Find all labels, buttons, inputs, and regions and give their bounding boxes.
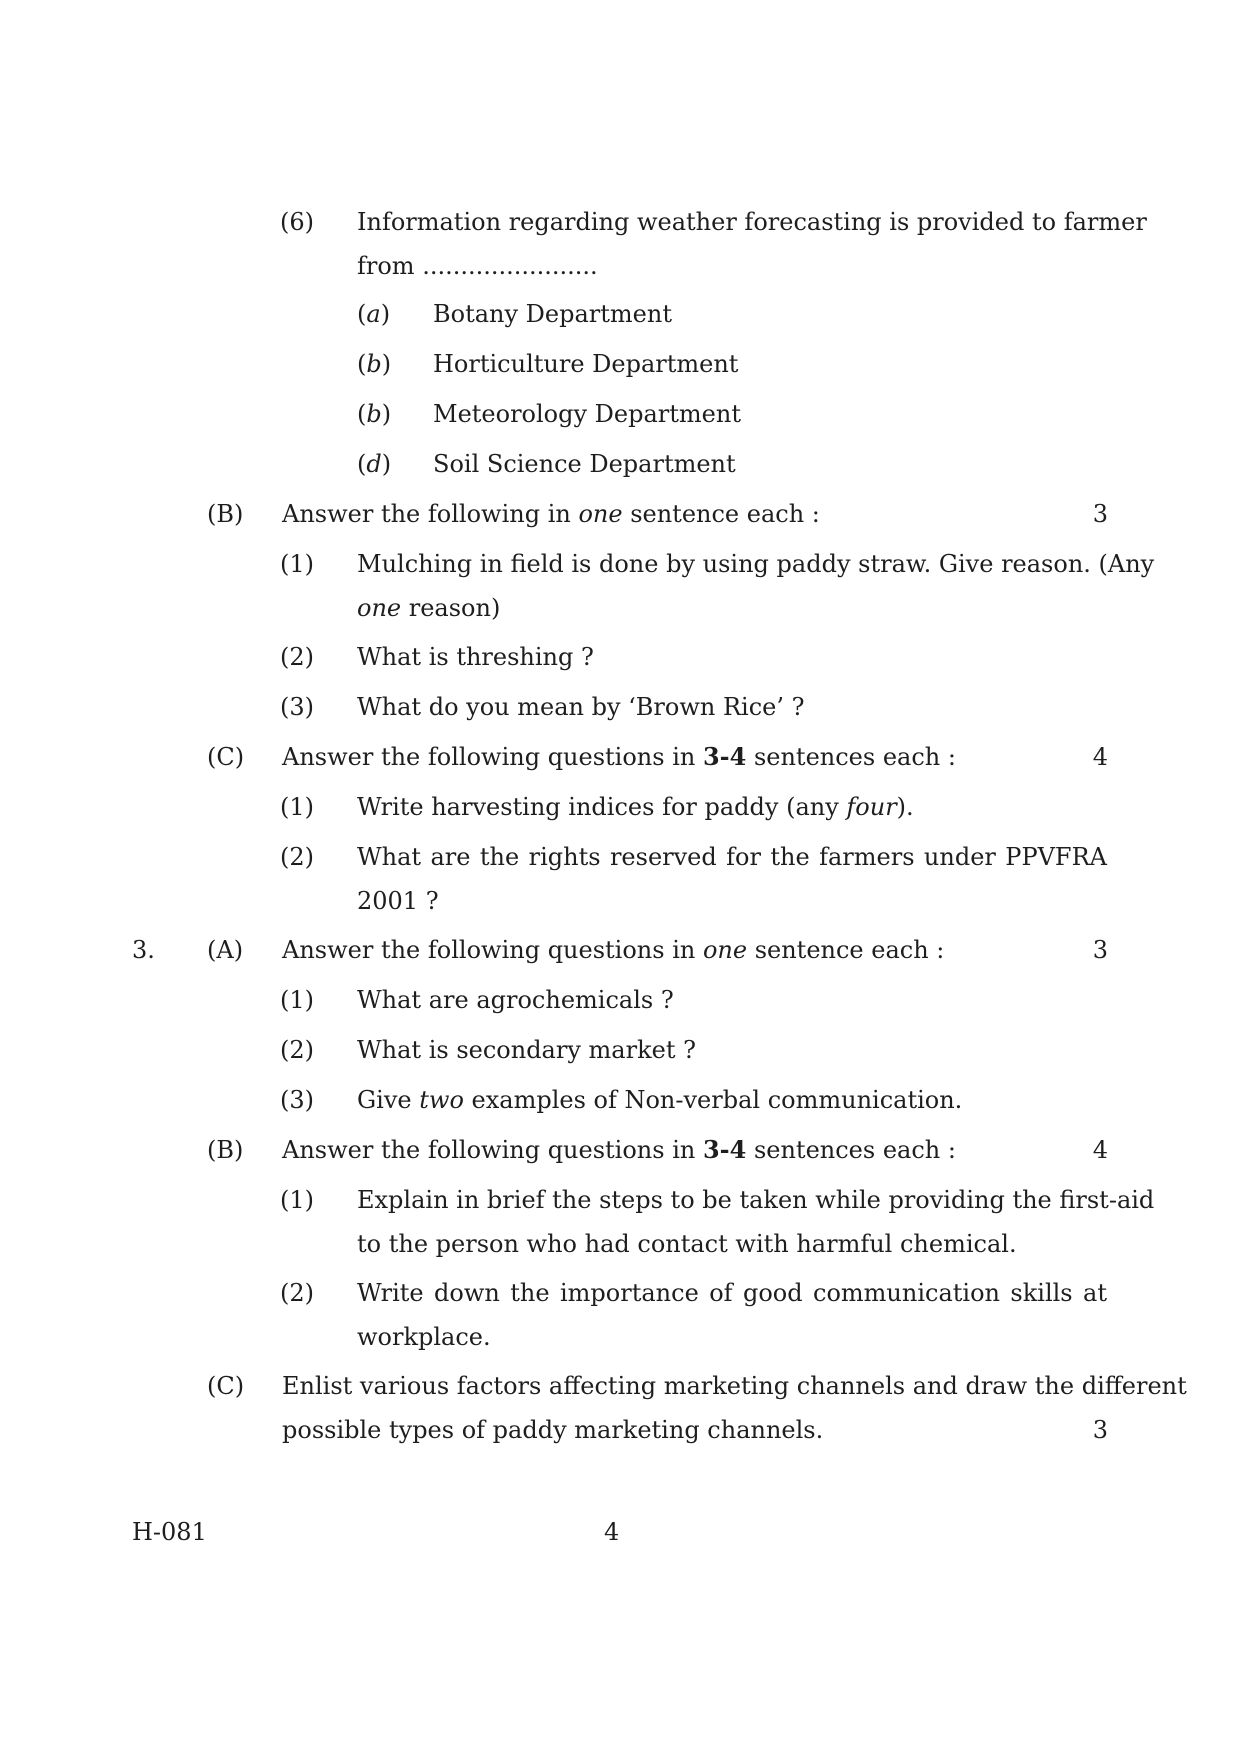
option-text: Horticulture Department xyxy=(433,350,739,378)
item-number: (1) xyxy=(280,550,314,578)
item-number: (3) xyxy=(280,1086,314,1114)
marks: 4 xyxy=(1092,743,1108,771)
item-number: (2) xyxy=(280,843,314,871)
section-instruction: Answer the following questions in 3-4 sentences each : xyxy=(282,1135,956,1164)
marks: 4 xyxy=(1092,1136,1108,1164)
question-text: What are the rights reserved for the farmers under PPVFRA xyxy=(357,843,1107,871)
question-text: Explain in brief the steps to be taken while providing the first-aid xyxy=(357,1186,1155,1214)
question-text: Information regarding weather forecasting is provided to farmer xyxy=(357,208,1147,236)
option-label: (b) xyxy=(357,400,392,428)
item-number: (2) xyxy=(280,1036,314,1064)
section-instruction: Answer the following in one sentence each : xyxy=(282,500,820,528)
question-text: Mulching in field is done by using paddy straw. Give reason. (Any xyxy=(357,550,1155,578)
question-text: Write harvesting indices for paddy (any four). xyxy=(357,793,914,821)
question-number: 3. xyxy=(132,936,155,964)
marks: 3 xyxy=(1092,1416,1108,1444)
question-text: What are agrochemicals ? xyxy=(357,986,674,1014)
item-number: (6) xyxy=(280,208,314,236)
section-label: (C) xyxy=(207,743,245,771)
item-number: (1) xyxy=(280,1186,314,1214)
question-text: 2001 ? xyxy=(357,887,439,915)
option-label: (d) xyxy=(357,450,392,478)
option-label: (a) xyxy=(357,300,391,328)
item-number: (2) xyxy=(280,1279,314,1307)
question-text: Give two examples of Non-verbal communication. xyxy=(357,1086,963,1114)
marks: 3 xyxy=(1092,936,1108,964)
question-text: What is secondary market ? xyxy=(357,1036,696,1064)
option-text: Soil Science Department xyxy=(433,450,736,478)
question-text: to the person who had contact with harmful chemical. xyxy=(357,1230,1017,1258)
section-label: (A) xyxy=(207,936,244,964)
item-number: (3) xyxy=(280,693,314,721)
option-text: Meteorology Department xyxy=(433,400,741,428)
section-instruction: Answer the following questions in one sentence each : xyxy=(282,936,945,964)
question-text: workplace. xyxy=(357,1323,491,1351)
question-text: What do you mean by ‘Brown Rice’ ? xyxy=(357,693,805,721)
question-text: Write down the importance of good communication skills at xyxy=(357,1279,1107,1307)
question-text: What is threshing ? xyxy=(357,643,594,671)
paper-code: H-081 xyxy=(132,1518,207,1546)
section-instruction: Enlist various factors affecting marketing channels and draw the different xyxy=(282,1372,1187,1400)
item-number: (1) xyxy=(280,986,314,1014)
question-text: from ....................... xyxy=(357,252,598,280)
option-label: (b) xyxy=(357,350,392,378)
section-label: (C) xyxy=(207,1372,245,1400)
option-text: Botany Department xyxy=(433,300,672,328)
page-number: 4 xyxy=(604,1518,620,1546)
item-number: (2) xyxy=(280,643,314,671)
section-instruction: possible types of paddy marketing channels. xyxy=(282,1416,824,1444)
question-text: one reason) xyxy=(357,594,501,622)
section-label: (B) xyxy=(207,1136,244,1164)
section-label: (B) xyxy=(207,500,244,528)
section-instruction: Answer the following questions in 3-4 sentences each : xyxy=(282,742,956,771)
marks: 3 xyxy=(1092,500,1108,528)
item-number: (1) xyxy=(280,793,314,821)
